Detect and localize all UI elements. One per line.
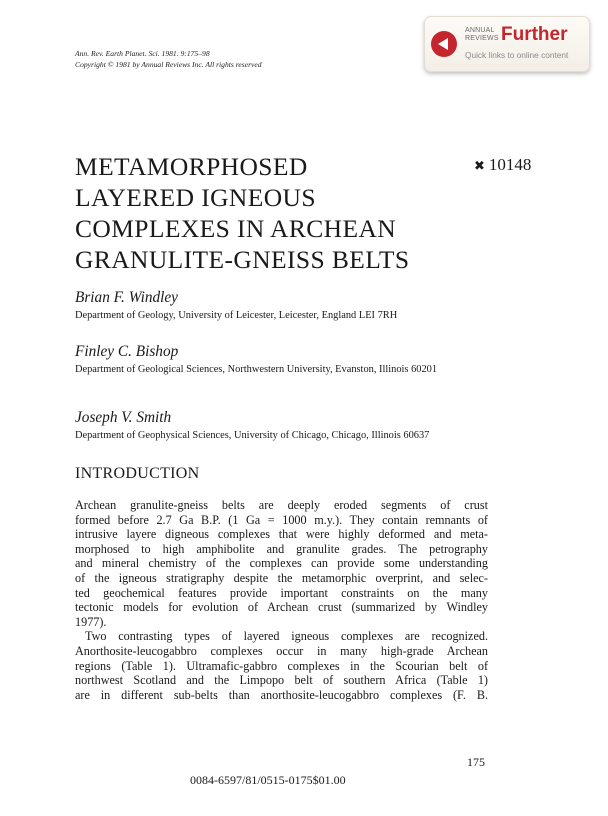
text-line: ted geochemical features provide important constraints on the many	[75, 585, 488, 600]
author-affiliation: Department of Geological Sciences, Northwestern University, Evanston, Illinois 60201	[75, 364, 438, 375]
footer-code: 0084-6597/81/0515-0175$01.00	[190, 773, 346, 787]
section-heading: INTRODUCTION	[75, 465, 200, 482]
page-number: 175	[467, 755, 485, 769]
citation-block	[75, 48, 395, 70]
author-name: Finley C. Bishop	[75, 343, 179, 360]
cross-mark-icon: ✖	[474, 159, 485, 174]
further-subtitle: Quick links to online content	[465, 50, 569, 60]
text-line: 1977).	[75, 614, 107, 629]
text-line: regions (Table 1). Ultramafic-gabbro complexes in the Scourian belt of	[75, 658, 488, 673]
author-block	[75, 409, 495, 442]
text-line: formed before 2.7 Ga B.P. (1 Ga = 1000 m.y.). They contain remnants of	[75, 512, 488, 527]
text-line: morphosed to high amphibolite and granulite grades. The petrography	[75, 541, 488, 556]
title-line: METAMORPHOSED	[75, 152, 308, 181]
text-line: Anorthosite-leucogabbro complexes occur in many high-grade Archean	[75, 643, 488, 658]
further-wordmark: Further	[501, 24, 568, 45]
author-block	[75, 289, 495, 322]
author-name: Joseph V. Smith	[75, 409, 172, 426]
title-line: LAYERED IGNEOUS	[75, 183, 316, 212]
further-link-badge[interactable]	[424, 16, 590, 72]
author-block	[75, 343, 495, 376]
body-text	[75, 498, 488, 702]
document-number	[474, 155, 531, 175]
back-arrow-circle-icon	[431, 31, 457, 57]
author-name: Brian F. Windley	[75, 289, 178, 306]
text-line: and mineral chemistry of the complexes can provide some understanding	[75, 556, 488, 571]
title-line: COMPLEXES IN ARCHEAN	[75, 214, 397, 243]
copyright-line: Copyright © 1981 by Annual Reviews Inc. All rights reserved	[75, 60, 262, 69]
article-title	[75, 151, 435, 275]
text-line: Archean granulite-gneiss belts are deeply eroded segments of crust	[75, 498, 488, 512]
text-line: of the igneous stratigraphy despite the metamorphic overprint, and selec-	[75, 570, 488, 585]
document-number-value: 10148	[488, 155, 532, 174]
text-line: are in different sub-belts than anorthosite-leucogabbro complexes (F. B.	[75, 687, 488, 702]
journal-citation: Ann. Rev. Earth Planet. Sci. 1981. 9:175–98	[75, 49, 210, 58]
text-line: northwest Scotland and the Limpopo belt of southern Africa (Table 1)	[75, 673, 488, 688]
text-line: intrusive layere digneous complexes that were highly deformed and meta-	[75, 527, 488, 542]
annual-reviews-logo	[465, 27, 501, 43]
text-line: tectonic models for evolution of Archean crust (summarized by Windley	[75, 600, 488, 615]
author-affiliation: Department of Geology, University of Leicester, Leicester, England LEI 7RH	[75, 310, 398, 321]
logo-annual: ANNUAL	[465, 27, 495, 34]
logo-reviews: REVIEWS	[465, 35, 499, 42]
author-affiliation: Department of Geophysical Sciences, University of Chicago, Chicago, Illinois 60637	[75, 430, 430, 441]
title-line: GRANULITE-GNEISS BELTS	[75, 245, 410, 274]
text-line: Two contrasting types of layered igneous complexes are recognized.	[85, 629, 488, 644]
